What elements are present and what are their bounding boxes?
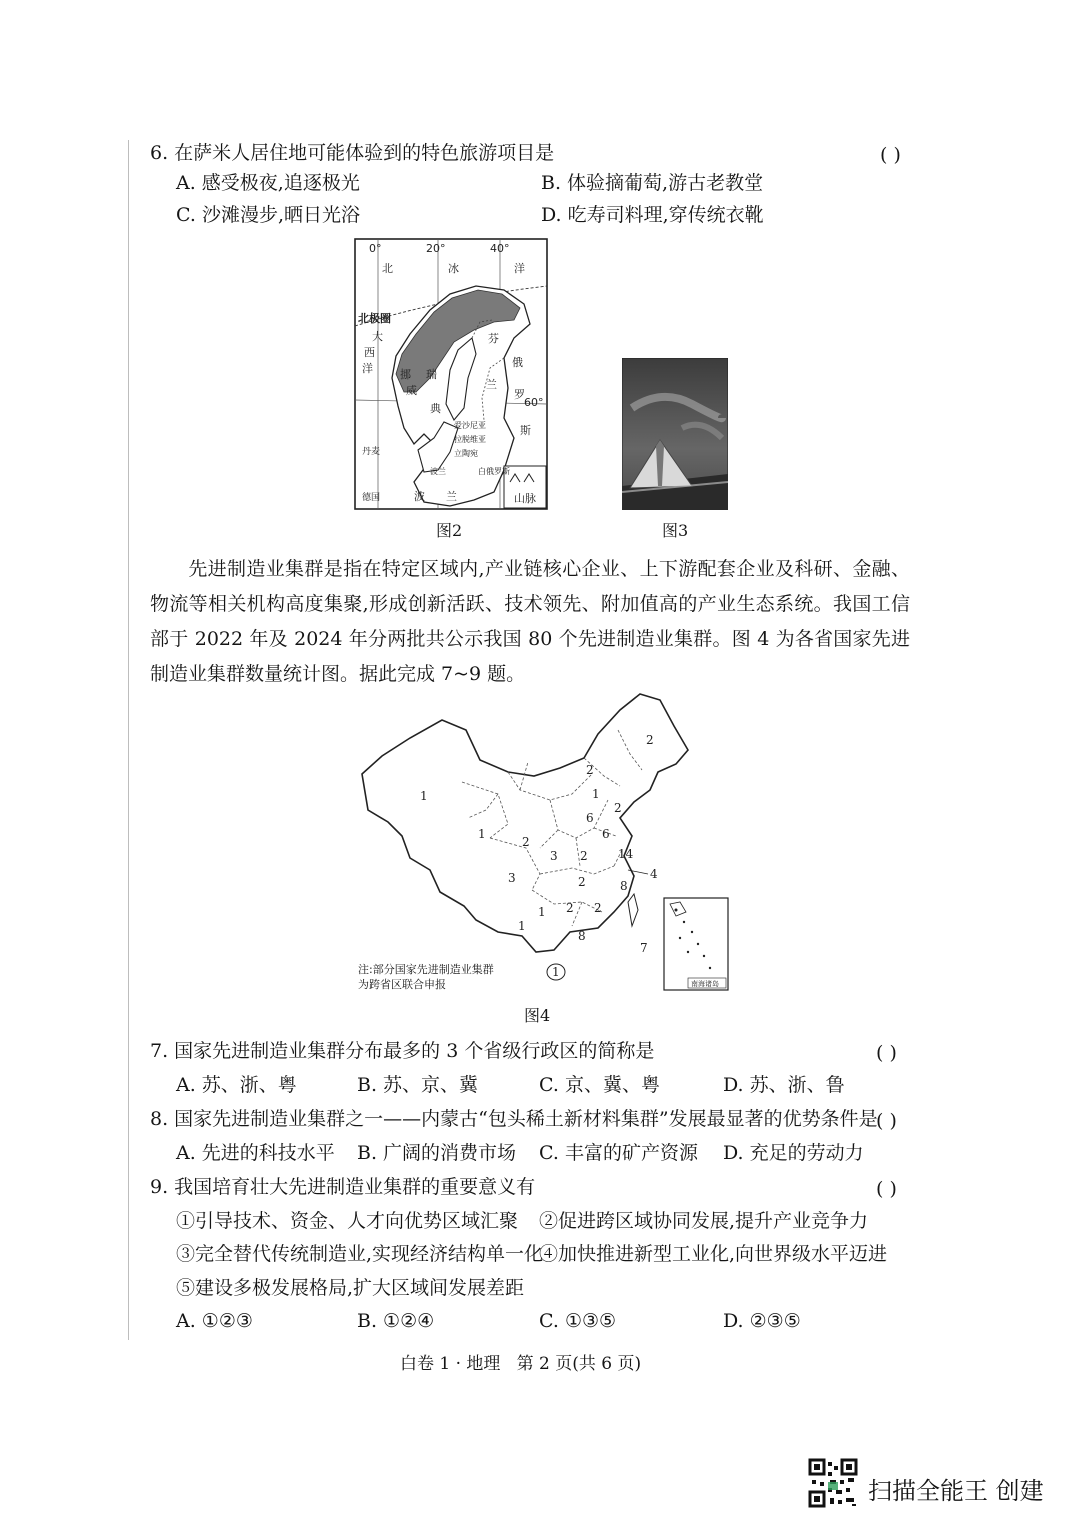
small-label: 拉脱维亚 — [454, 435, 486, 444]
figure4-map — [358, 690, 730, 992]
small-label: 丹麦 — [362, 447, 381, 457]
q9-item-4: ④加快推进新型工业化,向世界级水平迈进 — [539, 1243, 888, 1265]
q8-answer-paren: ( ) — [876, 1110, 897, 1132]
province-count: 14 — [618, 847, 634, 861]
q7-option-d: D. 苏、浙、鲁 — [723, 1074, 845, 1096]
q8-option-c: C. 丰富的矿产资源 — [539, 1142, 698, 1164]
sea-char: 北 — [382, 262, 393, 275]
country-char: 斯 — [520, 424, 531, 437]
country-char: 兰 — [486, 378, 497, 391]
province-count: 1 — [552, 965, 560, 979]
passage-text: 先进制造业集群是指在特定区域内,产业链核心企业、上下游配套企业及科研、金融、物流等相关机构高度集聚,形成创新活跃、技术领先、附加值高的产业生态系统。我国工信部于 2022 年及 2024 年分两批共公示我国 80 个先进制造业集群。图 4 为各省国家先进制造业集群数量统计图。据此完成 7~9 题。 — [150, 558, 910, 685]
passage — [150, 552, 910, 692]
figure4-note: 注:部分国家先进制造业集群为跨省区联合申报 — [358, 963, 494, 991]
province-count: 4 — [650, 867, 658, 881]
province-count: 3 — [550, 849, 558, 863]
q8-option-a: A. 先进的科技水平 — [176, 1142, 335, 1164]
scanner-watermark: 扫描全能王 创建 — [868, 1477, 1044, 1505]
qr-code-icon — [808, 1458, 858, 1508]
province-count: 8 — [578, 929, 586, 943]
lon-label-40: 40° — [490, 242, 510, 255]
q7-option-b: B. 苏、京、冀 — [357, 1074, 479, 1096]
country-char: 威 — [406, 384, 417, 397]
small-label: 波 — [414, 490, 425, 503]
province-count: 2 — [566, 901, 574, 915]
province-count: 6 — [602, 827, 610, 841]
figure2-caption: 图2 — [436, 521, 463, 540]
q9-item-3: ③完全替代传统制造业,实现经济结构单一化 — [176, 1243, 544, 1265]
q9-option-a: A. ①②③ — [176, 1310, 253, 1332]
q6-option-a: A. 感受极夜,追逐极光 — [176, 172, 360, 194]
province-count: 1 — [420, 789, 428, 803]
q7-option-c: C. 京、冀、粤 — [539, 1074, 660, 1096]
province-count: 8 — [620, 879, 628, 893]
province-count: 2 — [594, 901, 602, 915]
ocean-char: 西 — [364, 346, 375, 359]
country-char: 瑞 — [426, 368, 437, 381]
small-label: 爱沙尼亚 — [454, 421, 486, 430]
sea-char: 冰 — [448, 262, 459, 275]
q9-option-b: B. ①②④ — [357, 1310, 435, 1332]
country-char: 罗 — [514, 388, 525, 401]
legend-mountain-label: 山脉 — [514, 492, 536, 505]
province-count: 2 — [580, 849, 588, 863]
province-count: 1 — [478, 827, 486, 841]
q6-answer-paren: ( ) — [880, 144, 901, 166]
country-char: 俄 — [512, 356, 523, 369]
lat-label-60: 60° — [524, 396, 544, 409]
province-count: 1 — [592, 787, 600, 801]
q7-stem: 7. 国家先进制造业集群分布最多的 3 个省级行政区的简称是 — [150, 1040, 655, 1062]
figure3-photo — [622, 358, 728, 510]
small-label: 兰 — [446, 490, 457, 503]
q9-answer-paren: ( ) — [876, 1178, 897, 1200]
page-footer: 白卷 1 · 地理 第 2 页(共 6 页) — [400, 1354, 642, 1374]
lon-label-20: 20° — [426, 242, 446, 255]
province-count: 2 — [614, 801, 622, 815]
province-count: 3 — [508, 871, 516, 885]
ocean-char: 洋 — [362, 362, 373, 375]
q9-stem: 9. 我国培育壮大先进制造业集群的重要意义有 — [150, 1176, 536, 1198]
province-count: 2 — [578, 875, 586, 889]
q6-option-b: B. 体验摘葡萄,游古老教堂 — [541, 172, 764, 194]
q9-item-5: ⑤建设多极发展格局,扩大区域间发展差距 — [176, 1277, 525, 1299]
inset-label: 南海诸岛 — [691, 980, 719, 988]
figure2-map — [354, 238, 548, 510]
figure3-caption: 图3 — [662, 521, 689, 540]
q8-option-b: B. 广阔的消费市场 — [357, 1142, 517, 1164]
sea-char: 洋 — [514, 262, 525, 275]
figure4-caption: 图4 — [524, 1006, 551, 1025]
margin-line — [128, 140, 129, 1340]
province-count: 1 — [538, 905, 546, 919]
province-count: 1 — [518, 919, 526, 933]
q6-stem: 6. 在萨米人居住地可能体验到的特色旅游项目是 — [150, 142, 555, 164]
small-label: 立陶宛 — [454, 449, 478, 458]
small-label: 白俄罗斯 — [478, 467, 510, 476]
q9-item-2: ②促进跨区域协同发展,提升产业竞争力 — [539, 1210, 869, 1232]
small-label: 德国 — [362, 493, 381, 503]
lon-label-0: 0° — [369, 242, 382, 255]
country-char: 挪 — [400, 368, 411, 381]
q8-stem: 8. 国家先进制造业集群之一——内蒙古“包头稀土新材料集群”发展最显著的优势条件是 — [150, 1108, 878, 1130]
province-count: 2 — [646, 733, 654, 747]
country-char: 芬 — [488, 332, 499, 345]
province-count: 2 — [522, 835, 530, 849]
q6-option-c: C. 沙滩漫步,晒日光浴 — [176, 204, 360, 226]
country-char: 典 — [430, 402, 441, 415]
q9-option-d: D. ②③⑤ — [723, 1310, 801, 1332]
q7-answer-paren: ( ) — [876, 1042, 897, 1064]
arctic-circle-label: 北极圈 — [358, 312, 391, 325]
q9-option-c: C. ①③⑤ — [539, 1310, 617, 1332]
q7-option-a: A. 苏、浙、粤 — [176, 1074, 297, 1096]
province-count: 2 — [586, 763, 594, 777]
small-label: 波兰 — [430, 467, 446, 476]
province-count: 6 — [586, 811, 594, 825]
ocean-char: 大 — [372, 330, 383, 343]
province-count: 7 — [640, 941, 648, 955]
q6-option-d: D. 吃寿司料理,穿传统衣靴 — [541, 204, 764, 226]
q8-option-d: D. 充足的劳动力 — [723, 1142, 864, 1164]
q9-item-1: ①引导技术、资金、人才向优势区域汇聚 — [176, 1210, 519, 1232]
